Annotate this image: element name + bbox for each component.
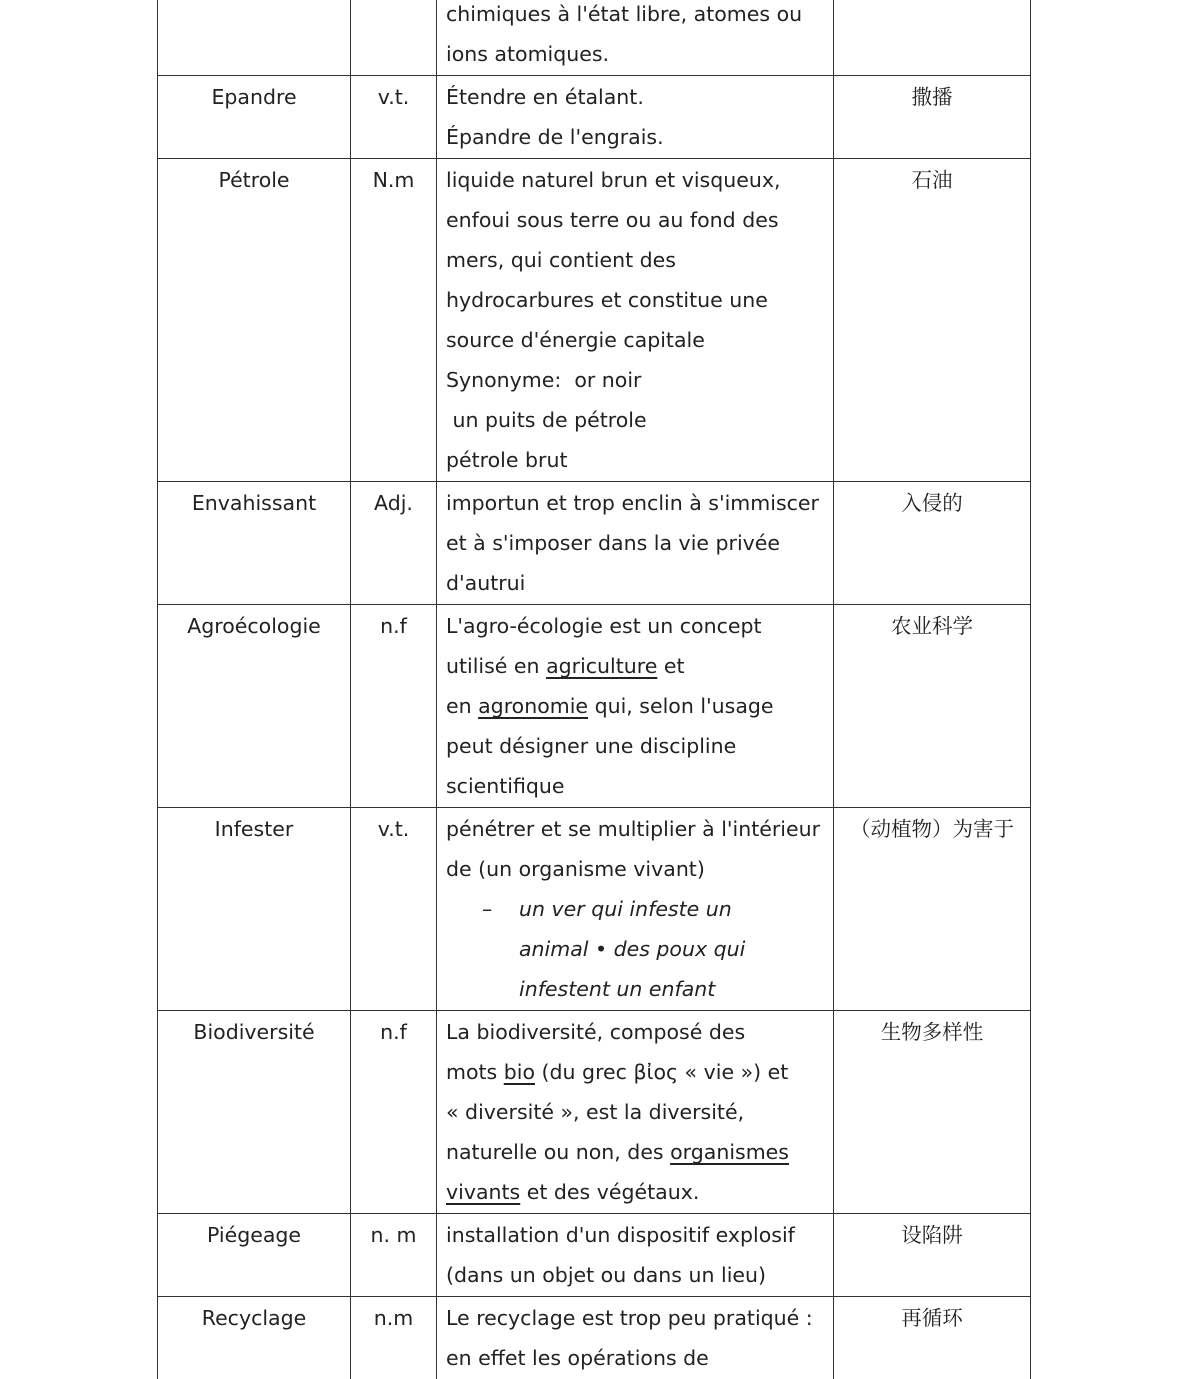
pos-cell: Adj. <box>350 482 436 604</box>
definition-line: pétrole brut <box>446 448 568 472</box>
definition-line: et à s'imposer dans la vie privée <box>446 531 781 555</box>
translation-cell: 设陷阱 <box>833 1214 1031 1296</box>
link-text[interactable]: vivants <box>446 1180 521 1204</box>
definition-line: Le recyclage est trop peu pratiqué : <box>446 1306 813 1330</box>
definition-line: importun et trop enclin à s'immiscer <box>446 491 819 515</box>
definition-cell <box>436 605 833 807</box>
table-row <box>157 482 1031 605</box>
definition-line: mots bio (du grec βἰος « vie ») et <box>446 1060 789 1084</box>
translation-cell: 入侵的 <box>833 482 1031 604</box>
word-cell <box>157 0 350 75</box>
definition-line: peut désigner une discipline <box>446 734 737 758</box>
link-text[interactable]: agronomie <box>478 694 589 718</box>
link-text[interactable]: bio <box>503 1060 536 1084</box>
pos-cell: n. m <box>350 1214 436 1296</box>
definition-line: installation d'un dispositif explosif <box>446 1223 795 1247</box>
definition-line: mers, qui contient des <box>446 248 676 272</box>
definition-line: « diversité », est la diversité, <box>446 1100 745 1124</box>
definition-cell <box>436 1214 833 1296</box>
pos-cell: N.m <box>350 159 436 481</box>
definition-cell <box>436 0 833 75</box>
example-line: animal • des poux qui <box>519 937 746 961</box>
pos-cell: n.m <box>350 1297 436 1379</box>
table-row <box>157 76 1031 159</box>
definition-line: en effet les opérations de <box>446 1346 709 1370</box>
word-cell: Pétrole <box>157 159 350 481</box>
pos-cell <box>350 0 436 75</box>
word-cell: Piégeage <box>157 1214 350 1296</box>
translation-cell: 撒播 <box>833 76 1031 158</box>
definition-line: d'autrui <box>446 571 526 595</box>
word-cell: Recyclage <box>157 1297 350 1379</box>
example-block <box>446 889 824 1009</box>
example-line: infestent un enfant <box>519 977 716 1001</box>
translation-cell: 再循环 <box>833 1297 1031 1379</box>
link-text[interactable]: organismes <box>670 1140 789 1164</box>
translation-cell: 石油 <box>833 159 1031 481</box>
definition-line: pénétrer et se multiplier à l'intérieur <box>446 817 821 841</box>
definition-cell <box>436 808 833 1010</box>
word-cell: Epandre <box>157 76 350 158</box>
example-dash: – <box>482 897 493 921</box>
word-cell: Agroécologie <box>157 605 350 807</box>
word-cell: Envahissant <box>157 482 350 604</box>
definition-line: Synonyme: or noir <box>446 368 642 392</box>
definition-line: hydrocarbures et constitue une <box>446 288 768 312</box>
definition-cell <box>436 1011 833 1213</box>
table-row <box>157 808 1031 1011</box>
definition-line: L'agro-écologie est un concept <box>446 614 762 638</box>
definition-cell <box>436 76 833 158</box>
table-row <box>157 159 1031 482</box>
pos-cell: n.f <box>350 1011 436 1213</box>
definition-line: Étendre en étalant. <box>446 85 644 109</box>
definition-line: ions atomiques. <box>446 42 610 66</box>
definition-line: de (un organisme vivant) <box>446 857 705 881</box>
definition-line: chimiques à l'état libre, atomes ou <box>446 2 803 26</box>
translation-cell: （动植物）为害于 <box>833 808 1031 1010</box>
definition-line: naturelle ou non, des organismes <box>446 1140 789 1164</box>
table-row <box>157 605 1031 808</box>
pos-cell: n.f <box>350 605 436 807</box>
definition-cell <box>436 1297 833 1379</box>
translation-cell: 生物多样性 <box>833 1011 1031 1213</box>
definition-cell <box>436 482 833 604</box>
definition-line: La biodiversité, composé des <box>446 1020 746 1044</box>
pos-cell: v.t. <box>350 76 436 158</box>
word-cell: Infester <box>157 808 350 1010</box>
definition-line: vivants et des végétaux. <box>446 1180 700 1204</box>
link-text[interactable]: agriculture <box>546 654 658 678</box>
definition-line: liquide naturel brun et visqueux, <box>446 168 781 192</box>
translation-cell: 农业科学 <box>833 605 1031 807</box>
definition-line: enfoui sous terre ou au fond des <box>446 208 779 232</box>
translation-cell <box>833 0 1031 75</box>
example-line: un ver qui infeste un <box>519 897 732 921</box>
definition-line: Épandre de l'engrais. <box>446 125 664 149</box>
definition-cell <box>436 159 833 481</box>
definition-line: utilisé en agriculture et <box>446 654 685 678</box>
definition-line: scientifique <box>446 774 565 798</box>
table-row <box>157 1011 1031 1214</box>
table-row <box>157 1297 1031 1379</box>
table-row <box>157 1214 1031 1297</box>
table-row <box>157 0 1031 76</box>
glossary-table <box>157 0 1031 1379</box>
definition-line: source d'énergie capitale <box>446 328 705 352</box>
word-cell: Biodiversité <box>157 1011 350 1213</box>
pos-cell: v.t. <box>350 808 436 1010</box>
definition-line: un puits de pétrole <box>446 408 647 432</box>
definition-line: en agronomie qui, selon l'usage <box>446 694 774 718</box>
definition-line: (dans un objet ou dans un lieu) <box>446 1263 766 1287</box>
